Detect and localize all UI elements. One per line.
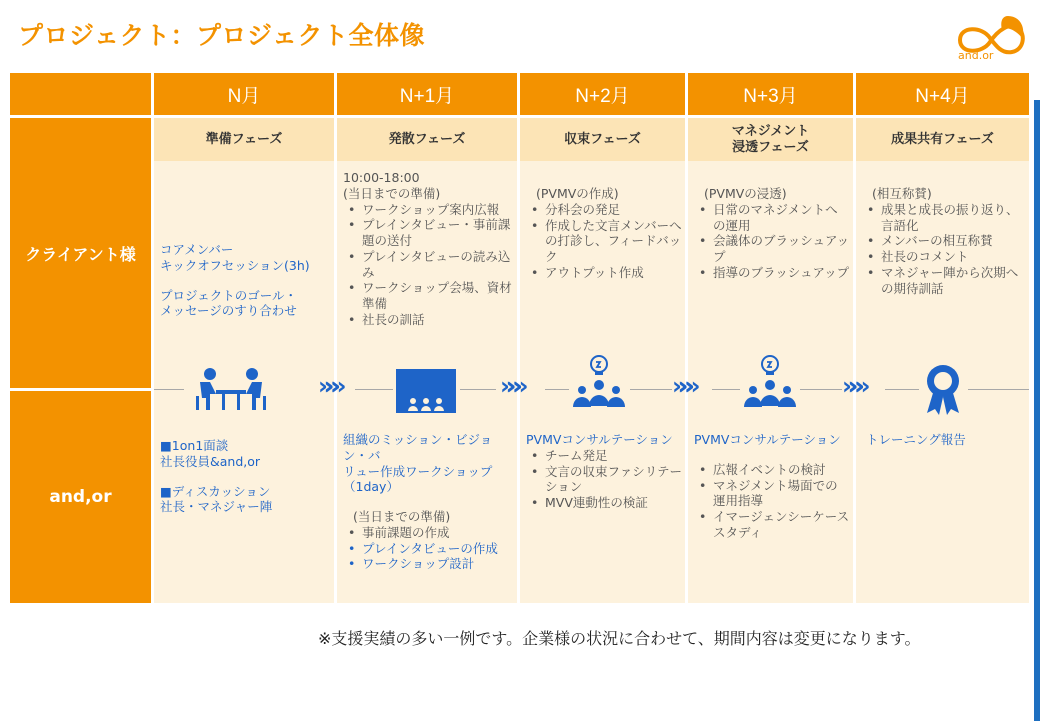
spacer [160,274,330,288]
list-item: • 社長の訓話 [343,312,515,328]
team-idea-icon [740,354,800,410]
text-line: PVMVコンサルテーション [526,432,673,447]
list-item: • 事前課題の作成 [343,525,515,541]
list-item: • プレインタビューの作成 [343,541,515,557]
phase-label-3: マネジメント 浸透フェーズ [688,118,853,161]
text-line: (相互称賛) [872,186,932,201]
client-col3-text [694,186,850,281]
text-line: コアメンバー [160,242,234,257]
row-divider [630,389,672,390]
award-ribbon-icon [921,363,965,415]
phase-label-4: 成果共有フェーズ [856,118,1029,161]
text-line: ■ディスカッション [160,483,271,499]
month-header-3: N+3月 [688,73,853,115]
list-item: • イマージェンシーケーススタディ [694,509,850,541]
page-title: プロジェクト：プロジェクト全体像 [18,21,426,50]
meeting-icon [194,366,268,414]
text-line: (PVMVの浸透) [704,186,787,201]
list-item: • 分科会の発足 [526,202,684,218]
list-item: • プレインタビュー・事前課題の送付 [343,217,515,249]
list-item: • ワークショップ会場、資材準備 [343,280,515,312]
next-arrow: »»» [672,372,692,400]
side-accent-bar [1034,100,1040,721]
andor-col3-text [694,432,850,541]
row-label-andor: and,or [10,391,151,603]
andor-col1-text [343,432,515,572]
phase-label-1: 発散フェーズ [337,118,517,161]
workshop-screen-icon [396,369,456,413]
text-line: PVMVコンサルテーション [694,432,841,447]
andor-col4-text: トレーニング報告 [866,432,966,447]
column-bg-0 [154,118,334,603]
text-line: 組織のミッション・ビジョン・バ [343,432,493,463]
list-item: • ワークショップ設計 [343,556,515,572]
month-header-1: N+1月 [337,73,517,115]
list-item: • プレインタビューの読み込み [343,249,515,281]
spacer [160,470,330,484]
phase-label-0: 準備フェーズ [154,118,334,161]
client-col1-text [343,170,515,328]
text-line: プロジェクトのゴール・ [160,287,298,303]
row-divider [460,389,496,390]
list-item: • 指導のブラッシュアップ [694,265,850,281]
list-item: • チーム発足 [526,448,684,464]
text-line: (当日までの準備) [343,185,441,201]
client-col0-text [160,242,330,319]
next-arrow: »»» [318,372,338,400]
text-line: (当日までの準備) [353,509,451,524]
text-line: リュー作成ワークショップ [343,463,493,479]
month-header-4: N+4月 [856,73,1029,115]
next-arrow: »»» [842,372,862,400]
list-item: • MVV連動性の検証 [526,495,684,511]
text-line: （1day） [343,479,399,495]
list-item: • メンバーの相互称賛 [862,233,1027,249]
header-corner [10,73,151,115]
list-item: • 文言の収束ファシリテーション [526,464,684,496]
list-item: • 日常のマネジメントへの運用 [694,202,850,234]
row-divider [154,389,184,390]
text-line: ■1on1面談 [160,438,229,453]
list-item: • 会議体のブラッシュアップ [694,233,850,265]
row-divider [712,389,740,390]
row-divider [968,389,1029,390]
spacer [694,448,850,462]
list-item: • 作成した文言メンバーへの打診し、フィードバック [526,218,684,265]
phase-label-2: 収束フェーズ [520,118,685,161]
list-item: • 社長のコメント [862,249,1027,265]
text-line: キックオフセッション(3h) [160,257,310,273]
text-line: 社長・マネジャー陣 [160,499,273,515]
team-idea-icon [569,354,629,410]
andor-col0-text [160,438,330,515]
list-item: • 広報イベントの検討 [694,462,850,478]
row-divider [800,389,842,390]
text-line: 社長役員&and,or [160,453,261,469]
list-item: • 成果と成長の振り返り、言語化 [862,202,1027,234]
logo-text: and.or [958,49,994,62]
text-line: メッセージのすり合わせ [160,303,297,319]
row-divider [355,389,393,390]
list-item: • マネジメント場面での運用指導 [694,478,850,510]
next-arrow: »»» [500,372,520,400]
footnote: ※支援実績の多い一例です。企業様の状況に合わせて、期間内容は変更になります。 [318,629,921,648]
list-item: • マネジャー陣から次期への期待訓話 [862,265,1027,297]
row-divider [885,389,919,390]
text-line: 10:00-18:00 [343,170,420,185]
row-divider [545,389,569,390]
spacer [343,495,515,509]
list-item: • アウトプット作成 [526,265,684,281]
month-header-0: N月 [154,73,334,115]
andor-col2-text [526,432,684,511]
row-label-client: クライアント様 [10,118,151,388]
client-col4-text [862,186,1027,296]
text-line: (PVMVの作成) [536,186,619,201]
list-item: • ワークショップ案内広報 [343,202,515,218]
client-col2-text [526,186,684,281]
month-header-2: N+2月 [520,73,685,115]
